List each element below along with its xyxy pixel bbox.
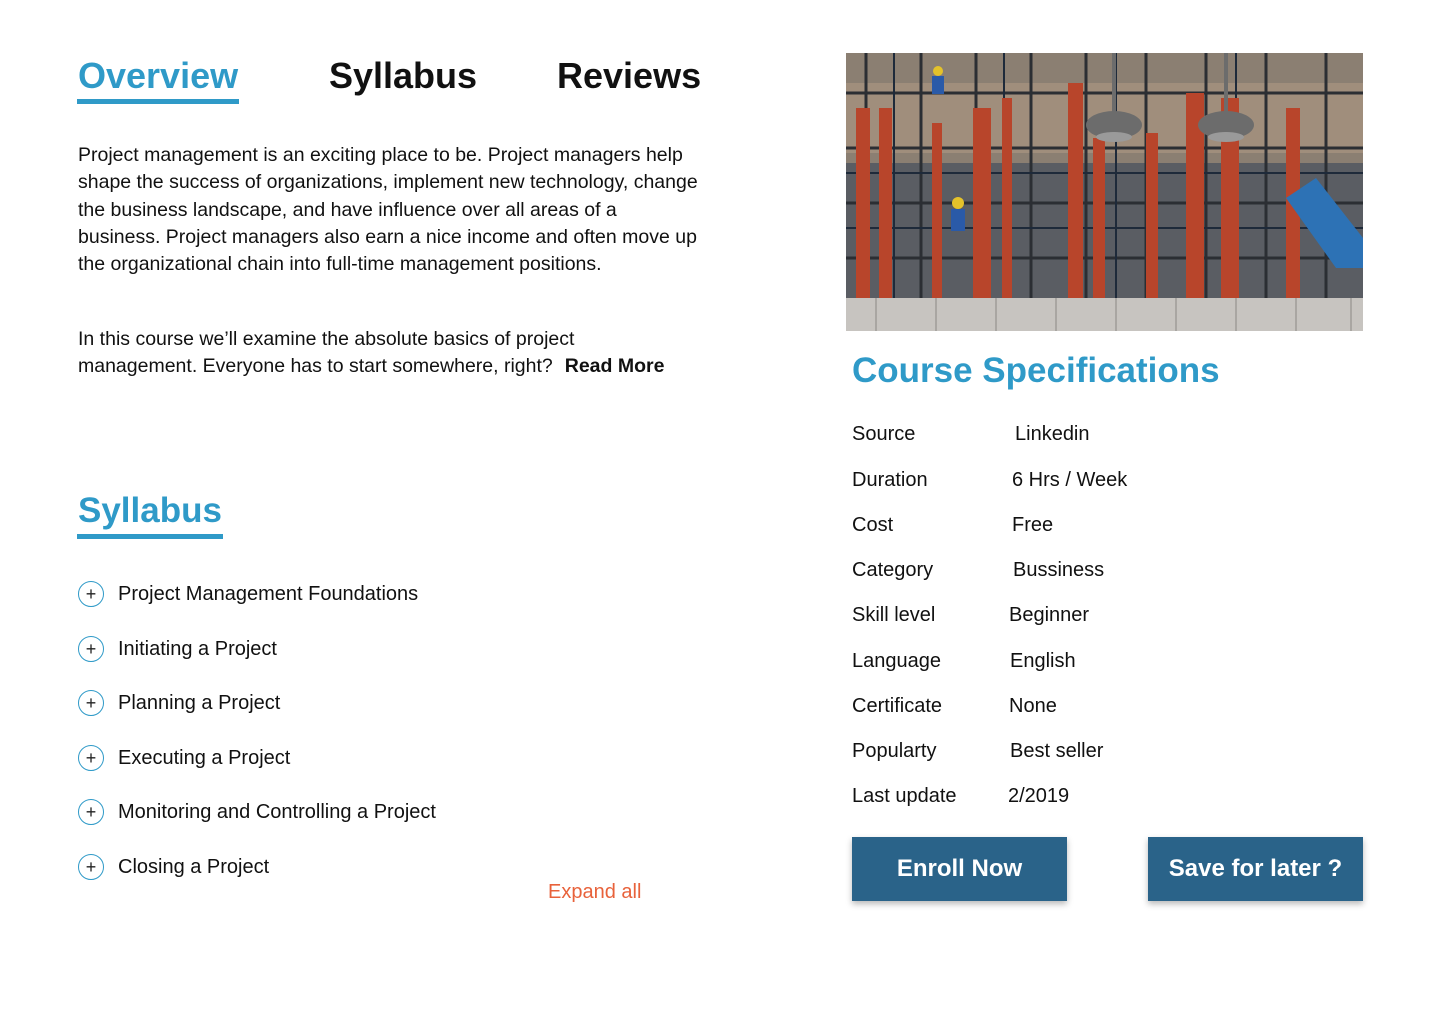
spec-label-duration: Duration: [852, 469, 928, 491]
spec-label-popularity: Popularty: [852, 740, 937, 762]
plus-circle-icon[interactable]: +: [78, 799, 104, 825]
spec-label-certificate: Certificate: [852, 695, 943, 717]
plus-circle-icon[interactable]: +: [78, 854, 104, 880]
syllabus-item-label: Executing a Project: [118, 746, 291, 769]
syllabus-item-initiating-a-project[interactable]: [78, 634, 277, 664]
spec-value-cost: Free: [1012, 514, 1054, 536]
course-image: [846, 53, 1363, 331]
plus-circle-icon[interactable]: +: [78, 581, 104, 607]
syllabus-heading: Syllabus: [78, 491, 222, 530]
syllabus-item-planning-a-project[interactable]: [78, 688, 280, 718]
save-for-later-button[interactable]: Save for later ?: [1148, 837, 1363, 901]
spec-value-last-update: 2/2019: [1008, 785, 1070, 807]
syllabus-item-label: Initiating a Project: [118, 637, 277, 660]
overview-paragraph-2-text: In this course we’ll examine the absolute basics of project management. Everyone has to start somewhere, right?: [78, 328, 575, 378]
syllabus-item-label: Closing a Project: [118, 855, 270, 878]
course-specifications-heading: Course Specifications: [852, 351, 1220, 390]
spec-value-skill-level: Beginner: [1009, 604, 1090, 626]
plus-circle-icon[interactable]: +: [78, 690, 104, 716]
spec-value-certificate: None: [1009, 695, 1057, 717]
syllabus-item-project-management-foundations[interactable]: [78, 579, 418, 609]
tab-reviews[interactable]: Reviews: [557, 55, 702, 96]
spec-label-category: Category: [852, 559, 934, 581]
spec-value-language: English: [1010, 650, 1076, 672]
overview-paragraph-2: [78, 326, 698, 381]
syllabus-item-monitoring-and-controlling[interactable]: [78, 797, 436, 827]
tab-syllabus[interactable]: Syllabus: [329, 55, 478, 96]
spec-label-language: Language: [852, 650, 941, 672]
plus-circle-icon[interactable]: +: [78, 636, 104, 662]
spec-value-category: Bussiness: [1013, 559, 1105, 581]
enroll-now-button[interactable]: Enroll Now: [852, 837, 1067, 901]
spec-value-source: Linkedin: [1015, 423, 1090, 445]
spec-value-duration: 6 Hrs / Week: [1012, 469, 1128, 491]
spec-label-source: Source: [852, 423, 916, 445]
overview-paragraph-1: Project management is an exciting place to be. Project managers help shape the success of organizations, implement new technology, change the business landscape, and have influence over all areas of a business. Project managers also earn a nice income and often move up the organizational chain into full-time management positions.: [78, 144, 698, 276]
spec-label-skill-level: Skill level: [852, 604, 936, 626]
spec-label-cost: Cost: [852, 514, 894, 536]
syllabus-item-executing-a-project[interactable]: [78, 743, 290, 773]
expand-all-link[interactable]: Expand all: [548, 881, 642, 903]
spec-value-popularity: Best seller: [1010, 740, 1104, 762]
read-more-link[interactable]: Read More: [564, 355, 665, 378]
syllabus-item-label: Monitoring and Controlling a Project: [118, 800, 436, 823]
syllabus-item-label: Planning a Project: [118, 691, 281, 714]
syllabus-item-closing-a-project[interactable]: [78, 852, 269, 882]
plus-circle-icon[interactable]: +: [78, 745, 104, 771]
spec-label-last-update: Last update: [852, 785, 957, 807]
construction-site-photo: [846, 53, 1363, 331]
syllabus-item-label: Project Management Foundations: [118, 582, 419, 605]
tab-overview[interactable]: Overview: [78, 55, 239, 96]
